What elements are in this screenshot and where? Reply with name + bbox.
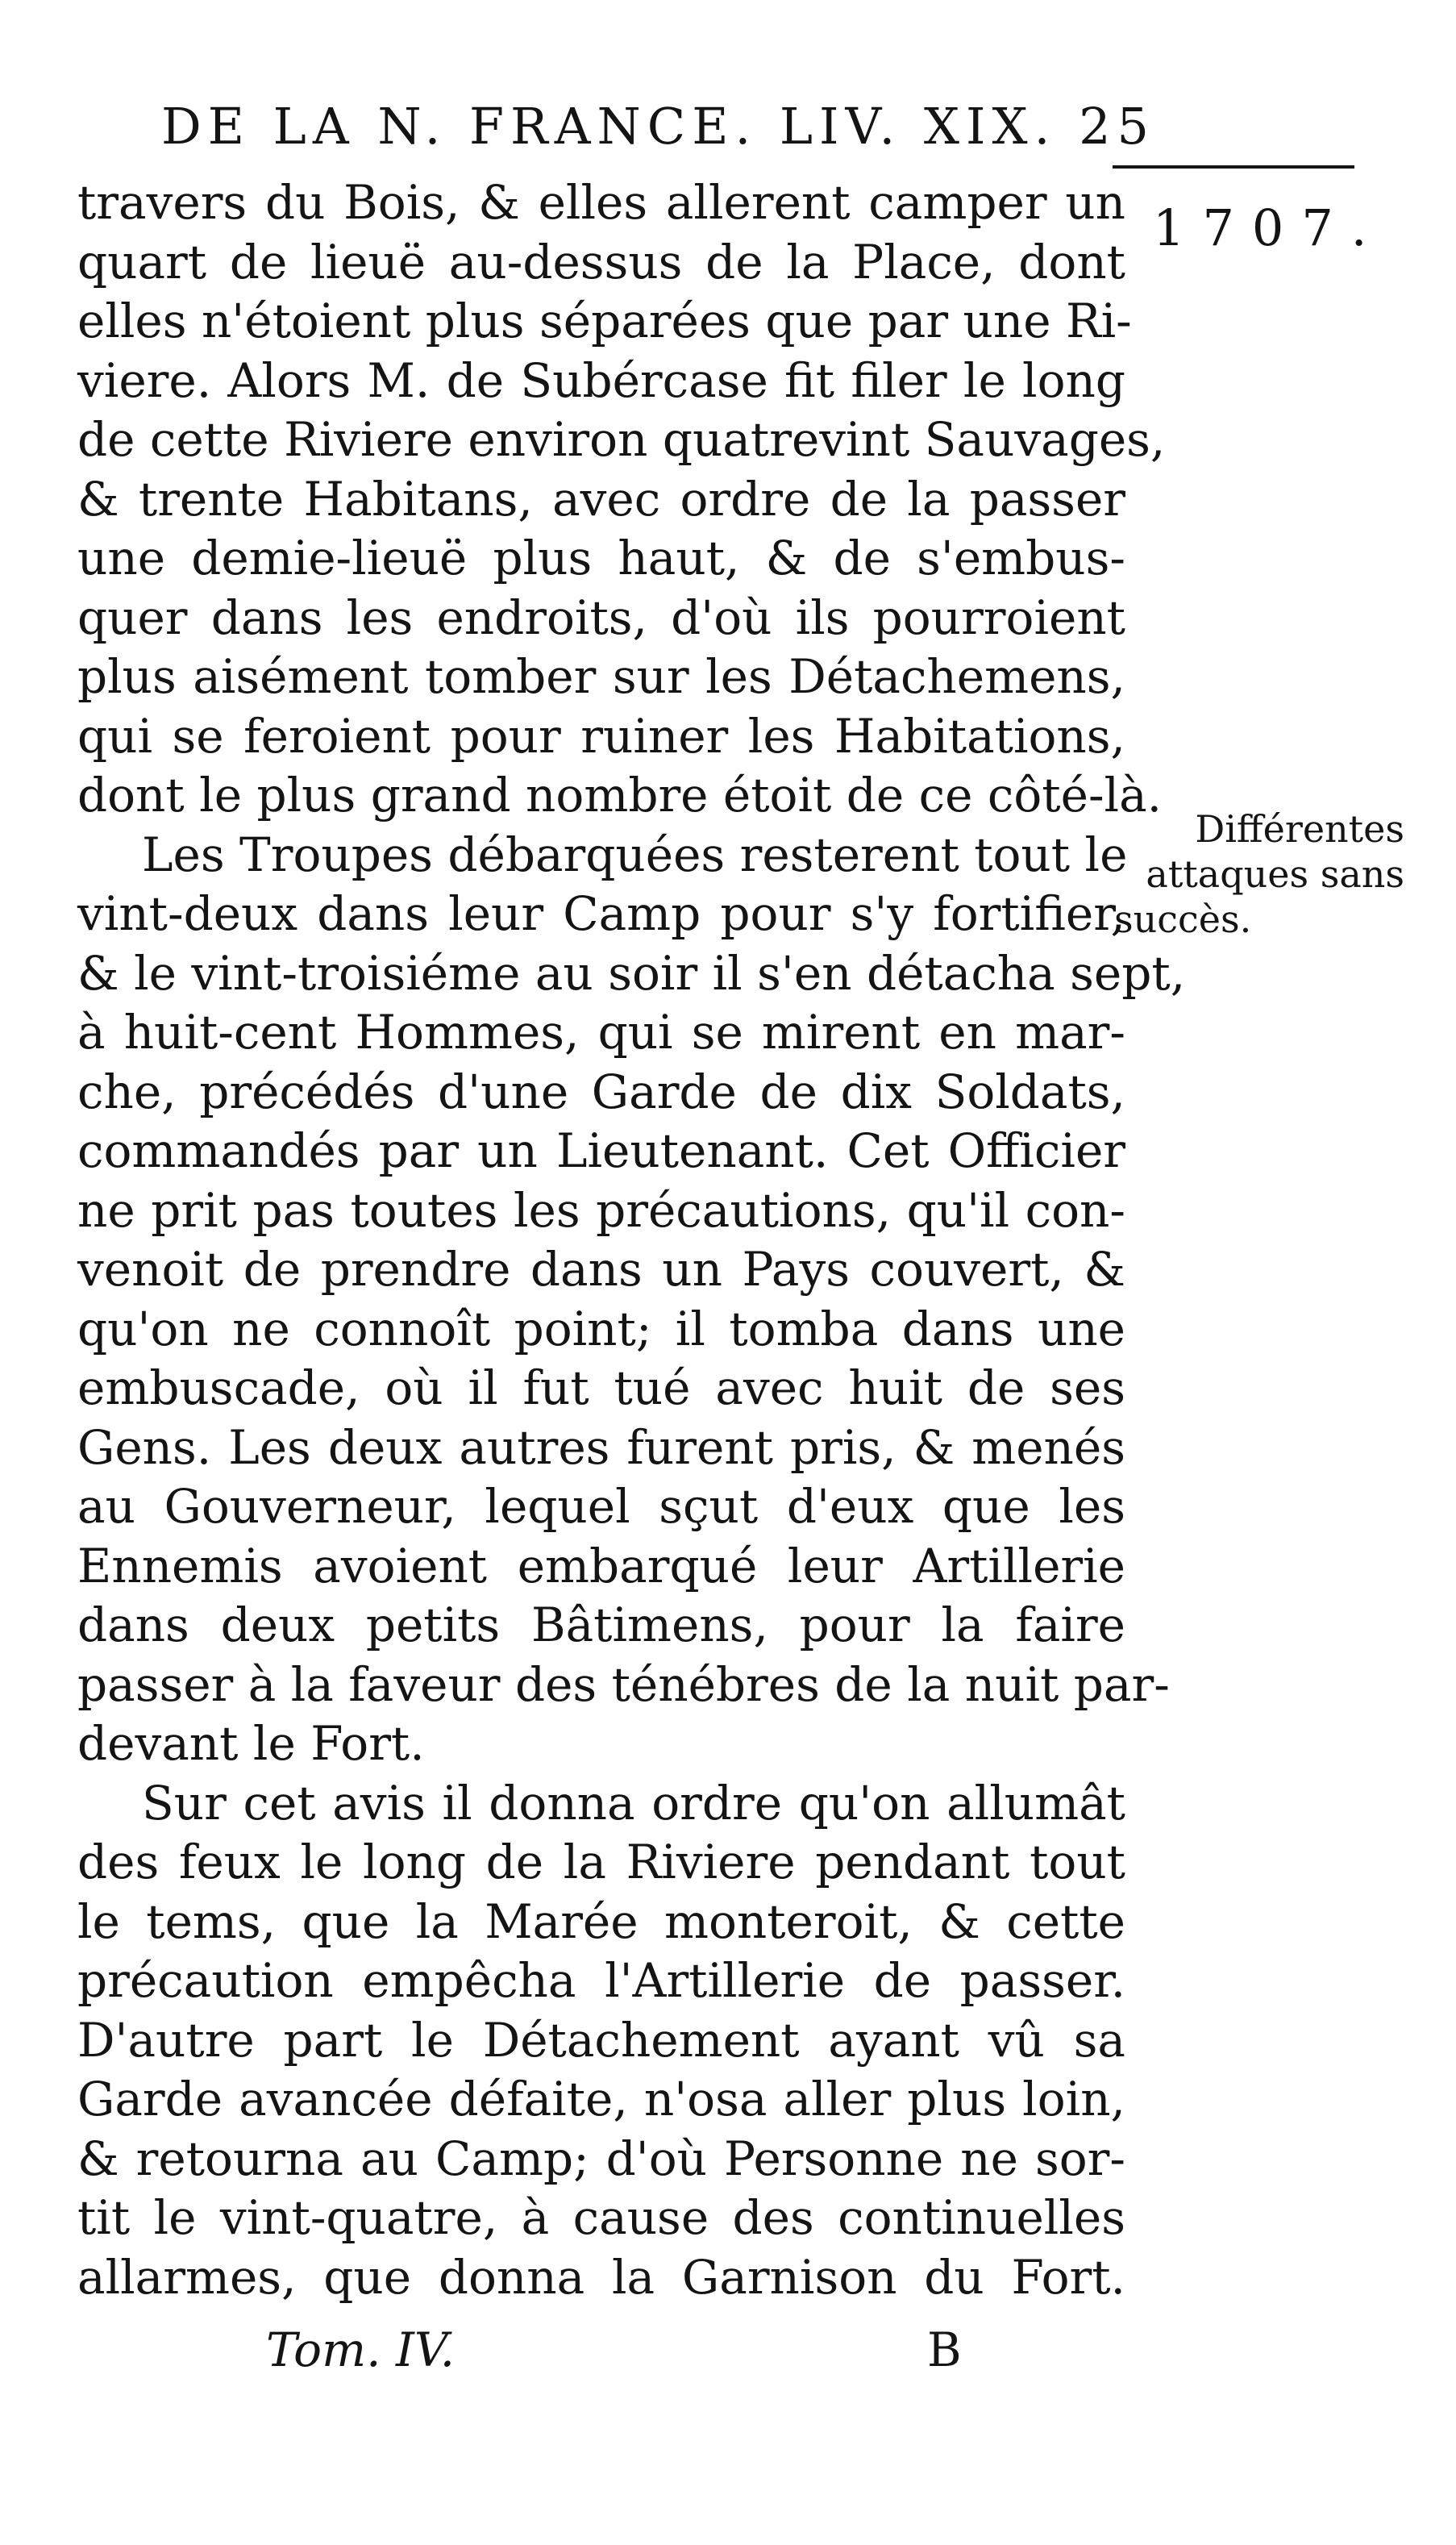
text-line: dont le plus grand nombre étoit de ce côté-là. bbox=[77, 768, 1163, 823]
text-line: & trente Habitans, avec ordre de la passer bbox=[77, 471, 1125, 527]
text-line: allarmes, que donna la Garnison du Fort. bbox=[77, 2249, 1125, 2305]
margin-note-line: Différentes bbox=[1195, 807, 1404, 851]
text-line: qui se feroient pour ruiner les Habitations, bbox=[77, 708, 1125, 764]
text-line: le tems, que la Marée monteroit, & cette bbox=[77, 1893, 1125, 1949]
text-line: plus aisément tomber sur les Détachemens, bbox=[77, 649, 1125, 704]
text-line: tit le vint-quatre, à cause des continuelles bbox=[77, 2190, 1125, 2245]
text-line: des feux le long de la Riviere pendant tout bbox=[77, 1835, 1125, 1889]
text-line: dans deux petits Bâtimens, pour la faire bbox=[77, 1597, 1125, 1652]
text-line: devant le Fort. bbox=[77, 1716, 425, 1771]
text-line: Garde avancée défaite, n'osa aller plus loin, bbox=[77, 2072, 1125, 2126]
text-line: travers du Bois, & elles allerent camper un bbox=[77, 175, 1125, 230]
text-line: Ennemis avoient embarqué leur Artillerie bbox=[77, 1538, 1125, 1593]
text-line: à huit-cent Hommes, qui se mirent en mar- bbox=[77, 1005, 1125, 1060]
text-line: de cette Riviere environ quatrevint Sauvages, bbox=[77, 412, 1166, 467]
text-line: au Gouverneur, lequel sçut d'eux que les bbox=[77, 1479, 1125, 1534]
margin-note bbox=[1114, 806, 1404, 942]
text-line: Gens. Les deux autres furent pris, & menés bbox=[77, 1419, 1125, 1475]
text-line: vint-deux dans leur Camp pour s'y fortifier, bbox=[77, 886, 1125, 941]
text-line: che, précédés d'une Garde de dix Soldats, bbox=[77, 1064, 1125, 1119]
text-line: qu'on ne connoît point; il tomba dans une bbox=[77, 1301, 1125, 1356]
text-line: quart de lieuë au-dessus de la Place, dont bbox=[77, 234, 1125, 289]
text-line: & le vint-troisiéme au soir il s'en détacha sept, bbox=[77, 945, 1186, 1001]
text-line: elles n'étoient plus séparées que par une Ri- bbox=[77, 294, 1132, 348]
text-line: viere. Alors M. de Subércase fit filer le long bbox=[77, 352, 1125, 408]
text-line: & retourna au Camp; d'où Personne ne sor- bbox=[77, 2131, 1125, 2186]
margin-year: 1707. bbox=[1153, 198, 1385, 257]
header-rule bbox=[1113, 165, 1354, 169]
signature-label: Tom. IV. bbox=[266, 2322, 456, 2377]
text-line: venoit de prendre dans un Pays couvert, & bbox=[77, 1242, 1125, 1297]
text-line: passer à la faveur des ténébres de la nuit par- bbox=[77, 1656, 1170, 1712]
text-line: précaution empêcha l'Artillerie de passer. bbox=[77, 1953, 1125, 2008]
paragraph-start: Les Troupes débarquées resterent tout le bbox=[142, 827, 1128, 882]
signature-mark: B bbox=[927, 2322, 962, 2377]
paragraph-start: Sur cet avis il donna ordre qu'on allumât bbox=[142, 1775, 1125, 1831]
running-header: DE LA N. FRANCE. LIV. XIX. 25 bbox=[161, 97, 1155, 156]
text-line: ne prit pas toutes les précautions, qu'il con- bbox=[77, 1182, 1125, 1238]
margin-note-line: attaques sans bbox=[1146, 852, 1404, 896]
text-line: quer dans les endroits, d'où ils pourroient bbox=[77, 589, 1125, 645]
text-line: une demie-lieuë plus haut, & de s'embus- bbox=[77, 531, 1125, 585]
margin-note-line: succès. bbox=[1114, 898, 1252, 941]
text-line: commandés par un Lieutenant. Cet Officier bbox=[77, 1123, 1125, 1178]
text-line: embuscade, où il fut tué avec huit de ses bbox=[77, 1360, 1125, 1415]
text-line: D'autre part le Détachement ayant vû sa bbox=[77, 2012, 1125, 2068]
